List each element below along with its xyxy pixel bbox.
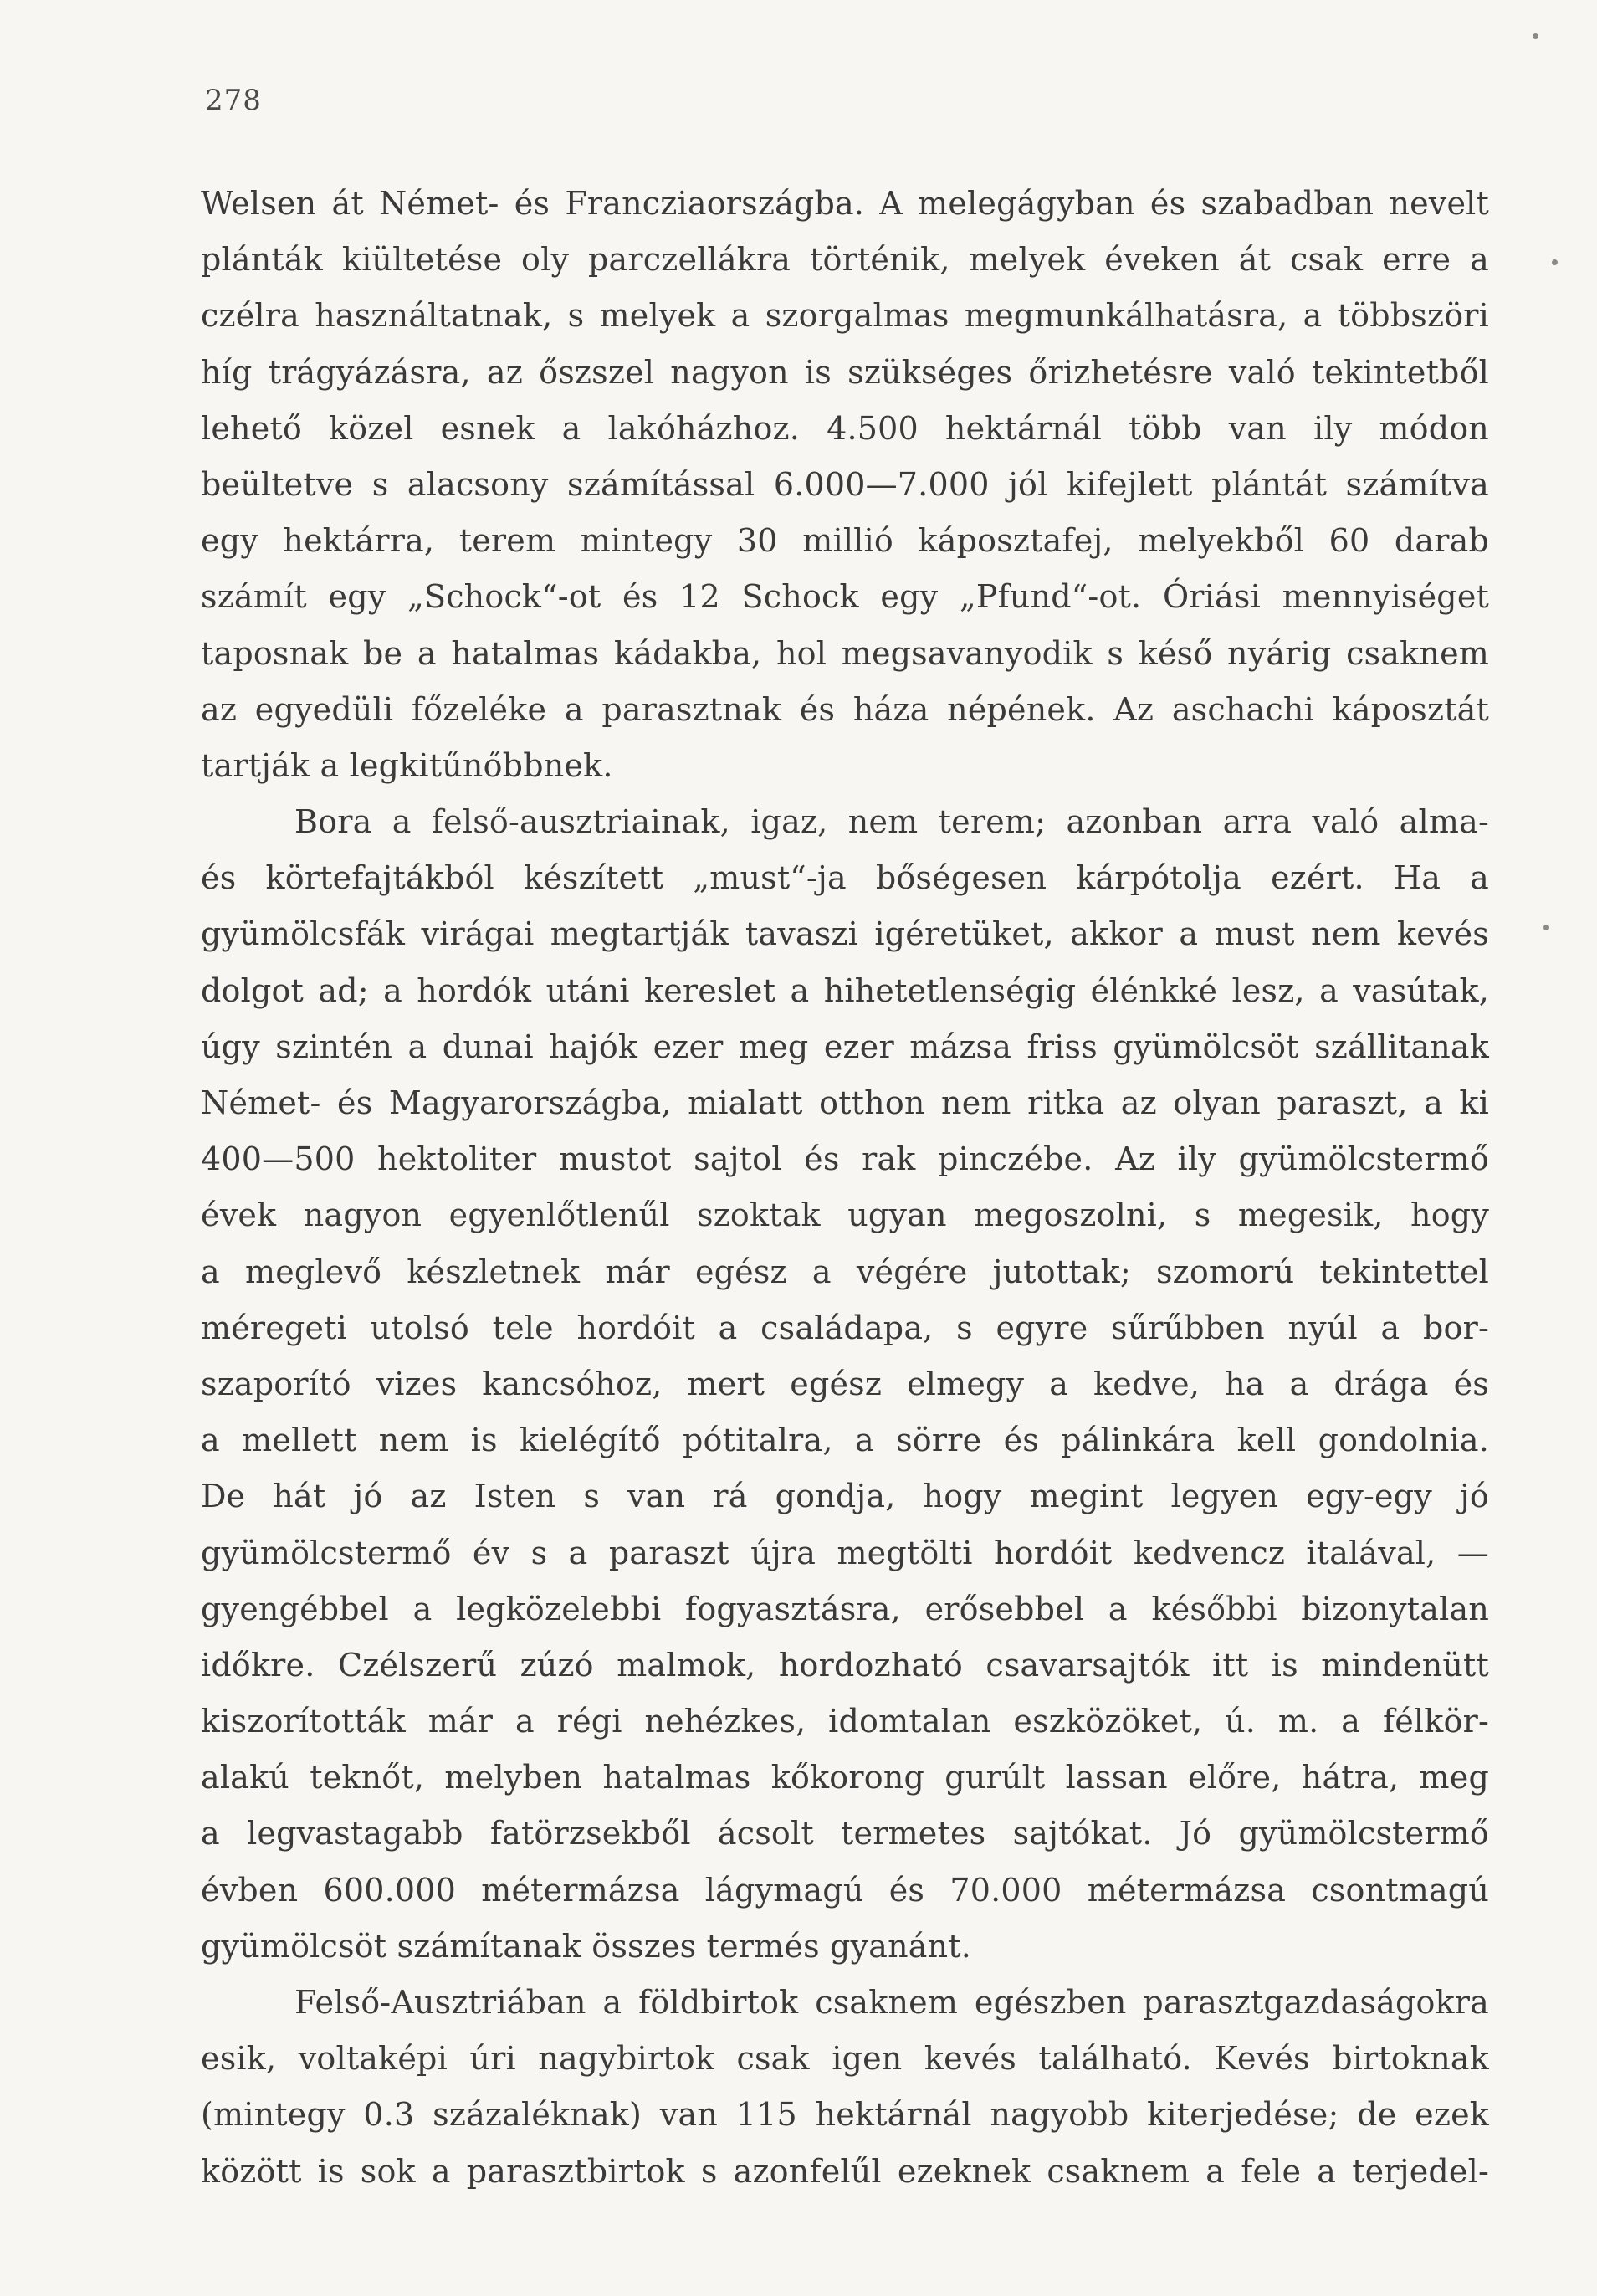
text-line: számít egy „Schock“-ot és 12 Schock egy „Pfund“-ot. Óriási mennyiséget — [201, 578, 1489, 616]
text-line: között is sok a parasztbirtok s azonfelűl ezeknek csaknem a fele a terjedel- — [201, 2152, 1489, 2190]
text-line: a meglevő készletnek már egész a végére jutottak; szomorú tekintettel — [201, 1253, 1489, 1290]
text-line: Bora a felső-ausztriainak, igaz, nem terem; azonban arra való alma- — [294, 803, 1489, 841]
text-line: az egyedüli főzeléke a parasztnak és háza népének. Az aschachi káposztát — [201, 690, 1489, 728]
text-line: a mellett nem is kielégítő pótitalra, a sörre és pálinkára kell gondolnia. — [201, 1422, 1489, 1459]
text-line: szaporító vizes kancsóhoz, mert egész elmegy a kedve, ha a drága és — [201, 1365, 1489, 1402]
text-line: gyümölcstermő év s a paraszt újra megtölti hordóit kedvencz italával, — — [201, 1534, 1489, 1571]
text-line: a legvastagabb fatörzsekből ácsolt termetes sajtókat. Jó gyümölcstermő — [201, 1815, 1489, 1853]
margin-dot — [1533, 33, 1538, 39]
text-line: beültetve s alacsony számítással 6.000—7.000 jól kifejlett plántát számítva — [201, 465, 1489, 503]
text-line: Felső-Ausztriában a földbirtok csaknem egészben parasztgazdaságokra — [294, 1984, 1489, 2021]
body-text — [201, 176, 1489, 2200]
text-line: úgy szintén a dunai hajók ezer meg ezer mázsa friss gyümölcsöt szállitanak — [201, 1028, 1489, 1065]
text-line: Welsen át Német- és Francziaországba. A melegágyban és szabadban nevelt — [201, 185, 1489, 222]
text-line: és körtefajtákból készített „must“-ja bőségesen kárpótolja ezért. Ha a — [201, 859, 1489, 897]
text-line: esik, voltaképi úri nagybirtok csak igen kevés található. Kevés birtoknak — [201, 2040, 1489, 2078]
page-number: 278 — [205, 84, 262, 117]
text-line: évek nagyon egyenlőtlenűl szoktak ugyan megoszolni, s megesik, hogy — [201, 1197, 1489, 1234]
text-line: taposnak be a hatalmas kádakba, hol megsavanyodik s késő nyárig csaknem — [201, 634, 1489, 672]
margin-dot — [1552, 259, 1558, 265]
text-line: méregeti utolsó tele hordóit a családapa, s egyre sűrűbben nyúl a bor- — [201, 1309, 1489, 1346]
text-line: Német- és Magyarországba, mialatt otthon nem ritka az olyan paraszt, a ki — [201, 1084, 1489, 1121]
text-line: tartják a legkitűnőbbnek. — [201, 746, 613, 784]
text-line: plánták kiültetése oly parczellákra történik, melyek éveken át csak erre a — [201, 241, 1489, 279]
text-line: De hát jó az Isten s van rá gondja, hogy megint legyen egy-egy jó — [201, 1478, 1489, 1515]
text-line: (mintegy 0.3 százaléknak) van 115 hektárnál nagyobb kiterjedése; de ezek — [201, 2096, 1489, 2134]
text-line: lehető közel esnek a lakóházhoz. 4.500 hektárnál több van ily módon — [201, 409, 1489, 447]
text-line: 400—500 hektoliter mustot sajtol és rak pinczébe. Az ily gyümölcstermő — [201, 1140, 1489, 1178]
text-line: időkre. Czélszerű zúzó malmok, hordozható csavarsajtók itt is mindenütt — [201, 1646, 1489, 1684]
text-line: egy hektárra, terem mintegy 30 millió káposztafej, melyekből 60 darab — [201, 522, 1489, 560]
text-line: kiszorították már a régi nehézkes, idomtalan eszközöket, ú. m. a félkör- — [201, 1703, 1489, 1740]
margin-dot — [1543, 925, 1549, 930]
text-line: gyümölcsfák virágai megtartják tavaszi igéretüket, akkor a must nem kevés — [201, 915, 1489, 953]
text-line: czélra használtatnak, s melyek a szorgalmas megmunkálhatásra, a többszöri — [201, 297, 1489, 335]
text-line: alakú teknőt, melyben hatalmas kőkorong gurúlt lassan előre, hátra, meg — [201, 1759, 1489, 1796]
text-line: évben 600.000 métermázsa lágymagú és 70.000 métermázsa csontmagú — [201, 1871, 1489, 1909]
text-line: dolgot ad; a hordók utáni kereslet a hihetetlenségig élénkké lesz, a vasútak, — [201, 971, 1489, 1009]
text-line: gyümölcsöt számítanak összes termés gyanánt. — [201, 1927, 972, 1965]
text-line: gyengébbel a legközelebbi fogyasztásra, erősebbel a későbbi bizonytalan — [201, 1590, 1489, 1627]
text-line: híg trágyázásra, az őszszel nagyon is szükséges őrizhetésre való tekintetből — [201, 353, 1489, 391]
